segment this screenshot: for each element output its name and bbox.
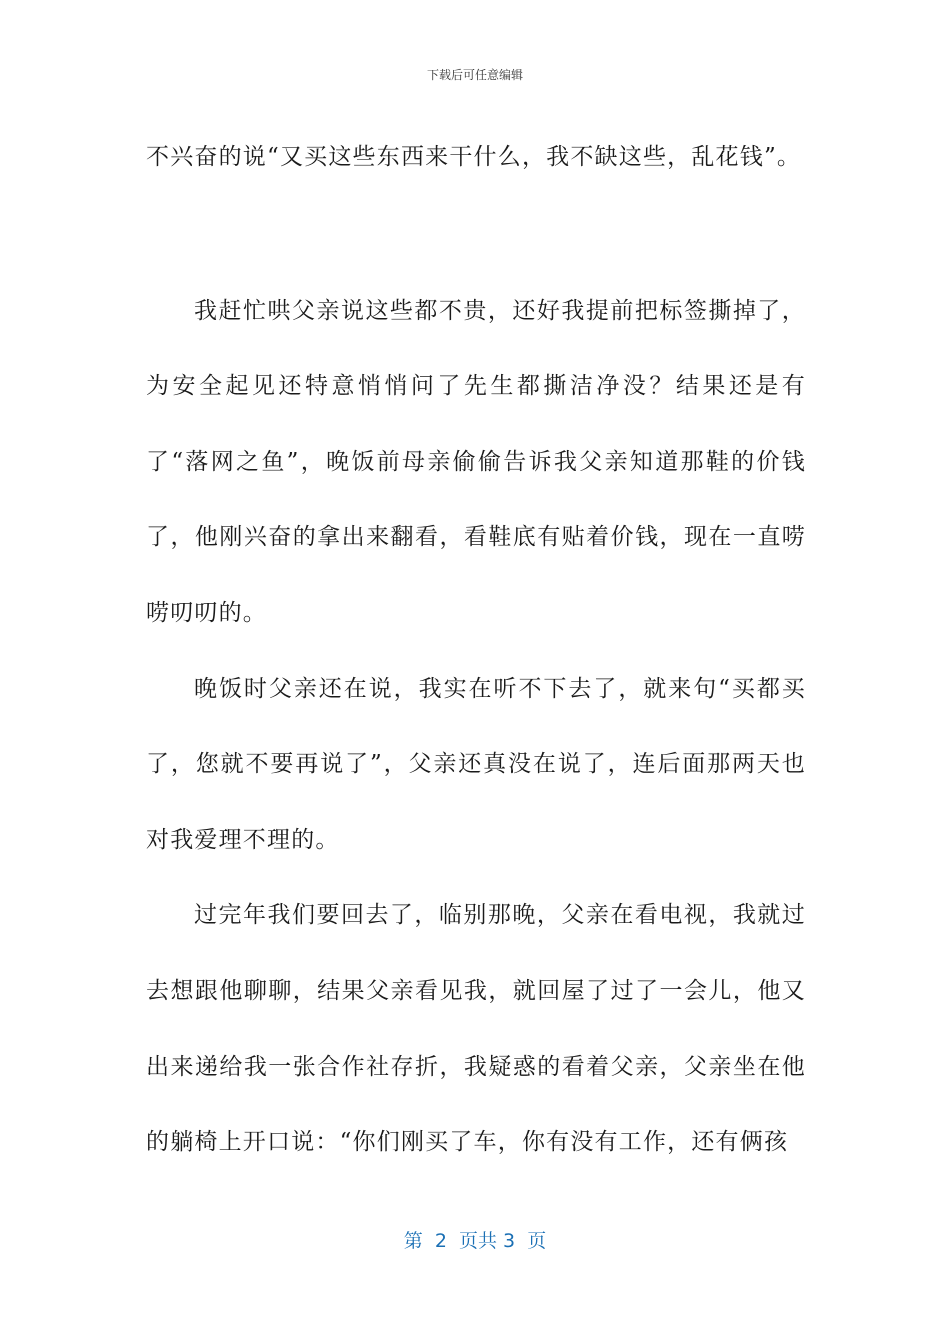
page-number-footer: 第 2 页共 3 页 xyxy=(403,1230,547,1252)
paragraph-2: 我赶忙哄父亲说这些都不贵，还好我提前把标签撕掉了，为安全起见还特意悄悄问了先生都撕洁净没？结果还是有了“落网之鱼”，晚饭前母亲偷偷告诉我父亲知道那鞋的价钱了，他刚兴奋的拿出来翻看，看鞋底有贴着价钱，现在一直唠唠叨叨的。 xyxy=(146,297,806,626)
paragraph-1: 不兴奋的说“又买这些东西来干什么，我不缺这些，乱花钱”。 xyxy=(146,144,802,170)
paragraph-4: 过完年我们要回去了，临别那晚，父亲在看电视，我就过去想跟他聊聊，结果父亲看见我，就回屋了过了一会儿，他又出来递给我一张合作社存折，我疑惑的看着父亲，父亲坐在他的躺椅上开口说：“你们刚买了车，你有没有工作，还有俩孩 xyxy=(146,902,806,1156)
paragraph-3: 晚饭时父亲还在说，我实在听不下去了，就来句“买都买了，您就不要再说了”，父亲还真没在说了，连后面那两天也对我爱理不理的。 xyxy=(146,675,806,853)
document-body xyxy=(146,120,806,1181)
header-note: 下载后可任意编辑 xyxy=(426,68,523,82)
